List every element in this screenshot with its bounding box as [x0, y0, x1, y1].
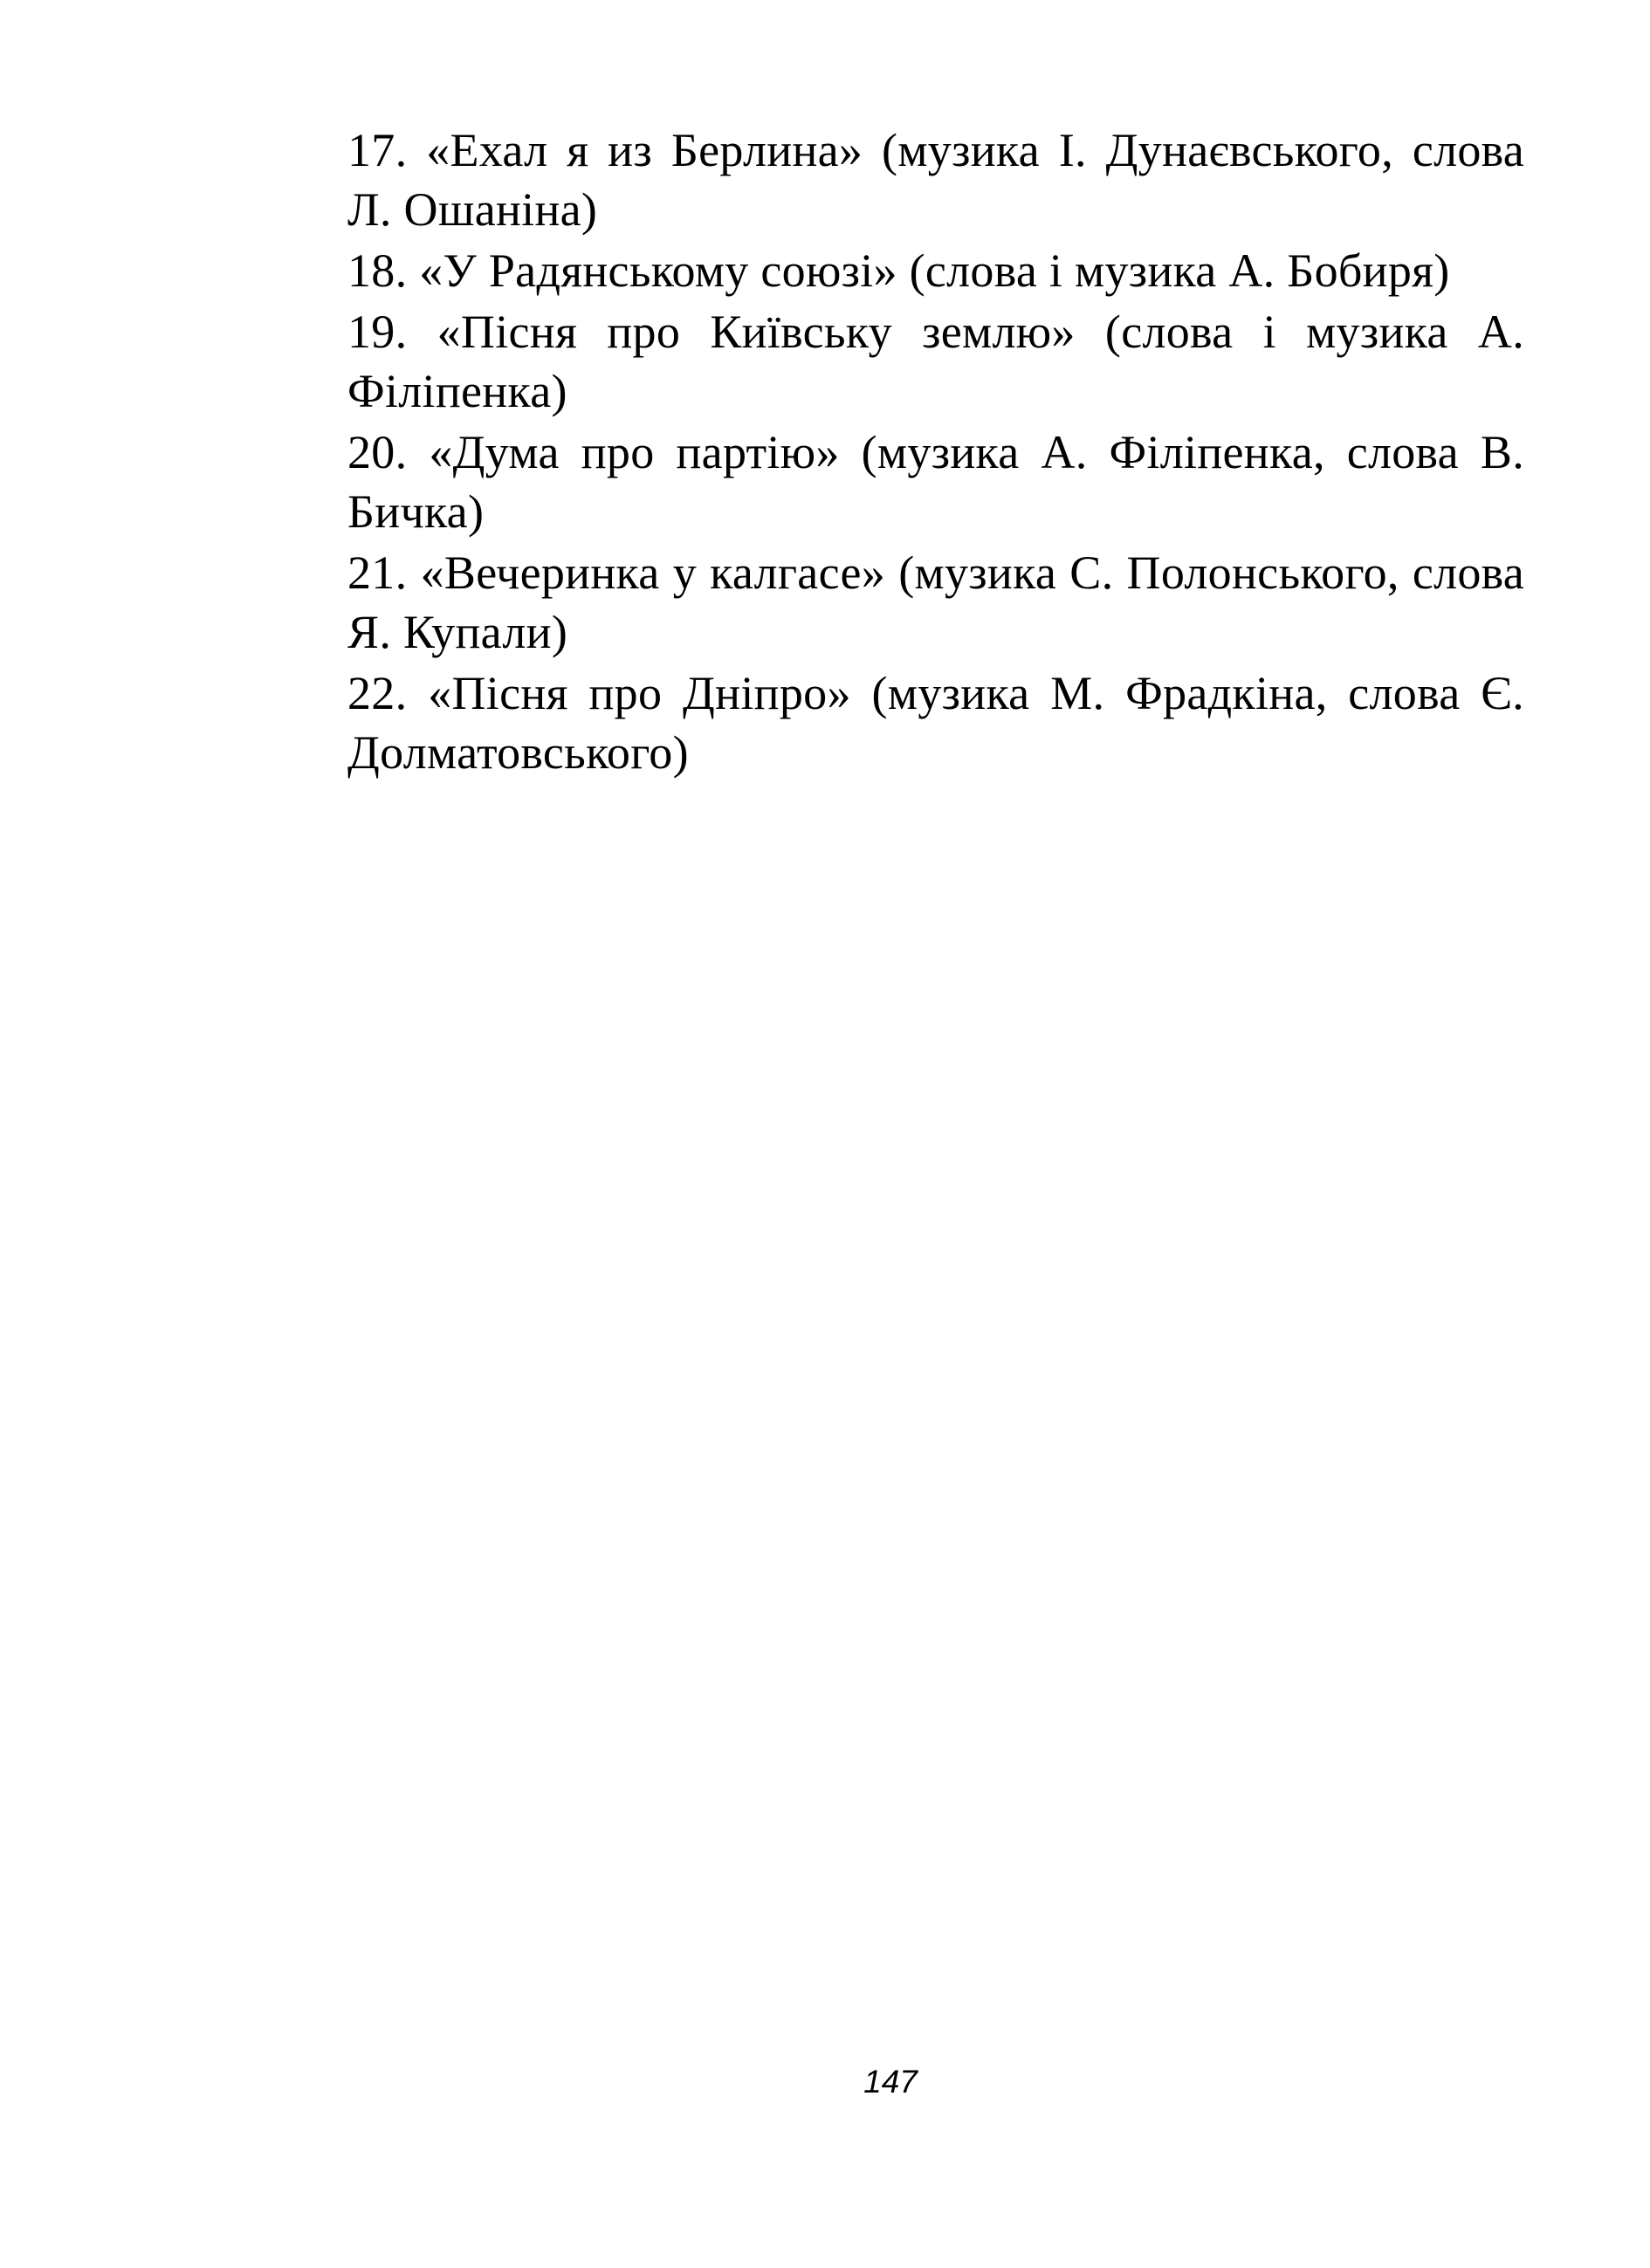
item-number: 20. [347, 426, 408, 478]
list-item [347, 423, 1524, 541]
list-item [347, 120, 1524, 239]
song-list [347, 120, 1524, 784]
item-text: «У Радянському союзі» (слова і музика А. Бобиря) [419, 244, 1450, 297]
item-number: 18. [347, 244, 408, 297]
list-item [347, 302, 1524, 421]
page-number: 147 [863, 2064, 918, 2100]
list-item [347, 543, 1524, 662]
item-text: «Дума про партію» (музика А. Філіпенка, слова В. Бичка) [347, 426, 1524, 538]
item-text: «Вечеринка у калгасе» (музика С. Полонського, слова Я. Купали) [347, 546, 1524, 658]
item-text: «Ехал я из Берлина» (музика І. Дунаєвського, слова Л. Ошаніна) [347, 124, 1524, 236]
item-number: 19. [347, 306, 408, 358]
list-item [347, 241, 1524, 300]
item-text: «Пісня про Дніпро» (музика М. Фрадкіна, слова Є. Долматовського) [347, 667, 1524, 779]
item-text: «Пісня про Київську землю» (слова і музика А. Філіпенка) [347, 306, 1524, 417]
item-number: 22. [347, 667, 408, 719]
item-number: 21. [347, 546, 408, 599]
list-item [347, 663, 1524, 782]
item-number: 17. [347, 124, 408, 176]
